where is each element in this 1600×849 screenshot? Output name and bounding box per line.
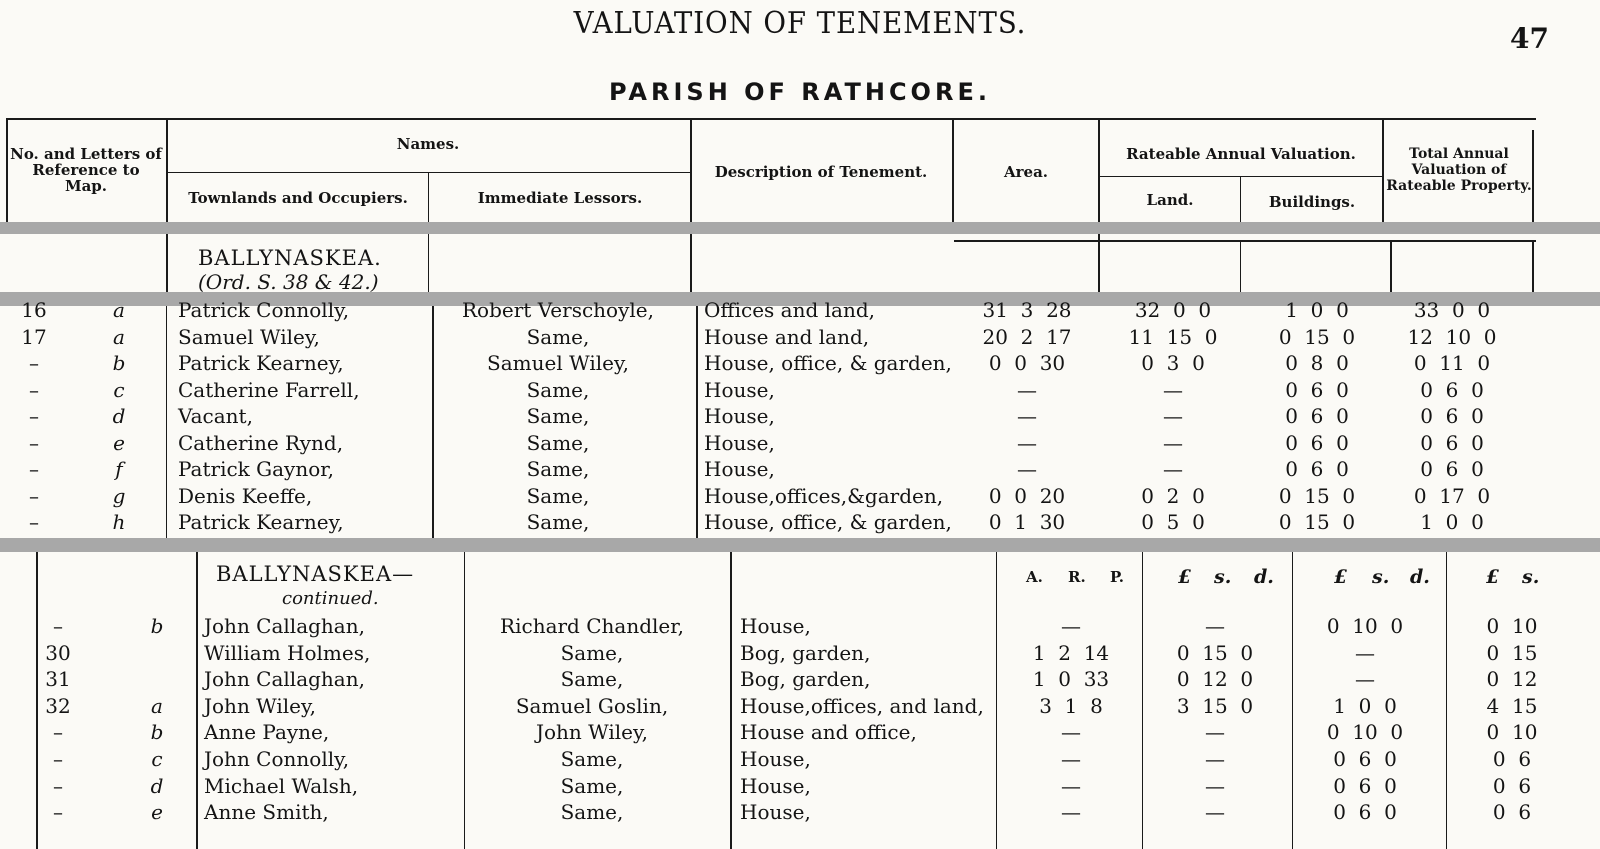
ref-number: 16 bbox=[21, 298, 47, 322]
buildings-value: — bbox=[1355, 667, 1375, 692]
unit-acres: A. bbox=[1026, 568, 1043, 586]
land-value: — bbox=[1205, 800, 1225, 825]
lessor-leader bbox=[712, 800, 718, 820]
tenement-description: House, bbox=[740, 614, 811, 638]
tenement-description: House, bbox=[704, 430, 775, 455]
area-value: — bbox=[1017, 430, 1037, 455]
tenement-description: House, bbox=[704, 404, 775, 428]
header-area: Area. bbox=[1003, 163, 1049, 181]
ref-number: – bbox=[53, 614, 63, 638]
total-value: 0 10 bbox=[1486, 720, 1538, 745]
total-value: 1 0 0 bbox=[1420, 510, 1484, 534]
header-lessors: Immediate Lessors. bbox=[477, 189, 643, 207]
total-value: 0 12 bbox=[1486, 667, 1538, 692]
land-value: 0 5 0 bbox=[1141, 510, 1205, 534]
land-value: — bbox=[1163, 377, 1183, 402]
ref-number: – bbox=[29, 377, 39, 402]
strip-gap bbox=[0, 538, 1600, 552]
ref-letter: b bbox=[150, 614, 164, 638]
lessor-leader bbox=[678, 484, 684, 504]
land-value: — bbox=[1163, 457, 1183, 481]
unit-pounds-land: £ bbox=[1178, 566, 1192, 588]
townland-heading: BALLYNASKEA. bbox=[198, 246, 382, 270]
col-rule bbox=[166, 234, 168, 292]
lessor-name: Same, bbox=[526, 430, 590, 455]
lessor-leader bbox=[678, 351, 684, 371]
land-value: 32 0 0 bbox=[1134, 298, 1212, 322]
tenement-description: House, office, & garden, bbox=[704, 510, 952, 534]
area-value: 0 0 30 bbox=[988, 351, 1066, 375]
ref-number: – bbox=[53, 773, 63, 798]
occupier-leader bbox=[410, 431, 416, 451]
desc-leader bbox=[960, 484, 966, 504]
ref-letter: g bbox=[112, 483, 126, 508]
buildings-value: 0 15 0 bbox=[1278, 483, 1356, 508]
occupier-leader bbox=[436, 800, 442, 820]
area-value: 3 1 8 bbox=[1039, 693, 1103, 718]
section-rule bbox=[954, 240, 1536, 242]
area-value: 1 2 14 bbox=[1032, 640, 1110, 665]
buildings-value: 0 10 0 bbox=[1326, 720, 1404, 745]
ref-number: – bbox=[29, 510, 39, 534]
ref-letter: b bbox=[112, 351, 126, 375]
desc-leader bbox=[960, 378, 966, 398]
occupier-name: Patrick Gaynor, bbox=[178, 457, 334, 481]
lessor-leader bbox=[678, 325, 684, 345]
total-value: 12 10 0 bbox=[1407, 324, 1497, 349]
tenement-description: House, bbox=[740, 773, 811, 798]
col-rule bbox=[464, 552, 465, 849]
buildings-value: 0 6 0 bbox=[1333, 747, 1397, 771]
lessor-name: John Wiley, bbox=[535, 720, 648, 745]
occupier-leader bbox=[436, 694, 442, 714]
ref-number: – bbox=[29, 430, 39, 455]
total-value: 0 6 bbox=[1492, 773, 1532, 798]
area-value: 0 0 20 bbox=[988, 483, 1066, 508]
total-value: 0 6 bbox=[1492, 747, 1532, 771]
occupier-leader bbox=[410, 378, 416, 398]
strip-gap bbox=[0, 222, 1600, 234]
desc-leader bbox=[996, 614, 1002, 634]
lessor-leader bbox=[678, 404, 684, 424]
unit-shillings-land: s. bbox=[1214, 566, 1232, 588]
tenement-description: House and land, bbox=[704, 324, 870, 349]
continued-label: continued. bbox=[282, 588, 379, 609]
ref-letter: d bbox=[112, 404, 126, 428]
occupier-leader bbox=[436, 774, 442, 794]
col-rule bbox=[1098, 234, 1100, 292]
desc-leader bbox=[960, 431, 966, 451]
parish-title: PARISH OF RATHCORE. bbox=[609, 78, 991, 106]
lessor-name: Same, bbox=[560, 667, 624, 692]
desc-leader bbox=[996, 774, 1002, 794]
col-rule bbox=[1446, 552, 1447, 849]
buildings-value: 0 15 0 bbox=[1278, 324, 1356, 349]
occupier-name: Patrick Kearney, bbox=[178, 351, 344, 375]
buildings-value: 0 10 0 bbox=[1326, 614, 1404, 638]
lessor-leader bbox=[678, 298, 684, 318]
lessor-name: Same, bbox=[526, 377, 590, 402]
ref-number: 32 bbox=[45, 693, 71, 718]
tenement-description: House,offices,&garden, bbox=[704, 483, 944, 508]
ref-letter: b bbox=[150, 720, 164, 745]
lessor-leader bbox=[678, 431, 684, 451]
occupier-name: Vacant, bbox=[178, 404, 253, 428]
occupier-leader bbox=[436, 614, 442, 634]
col-rule bbox=[166, 306, 167, 538]
land-value: — bbox=[1205, 773, 1225, 798]
col-rule bbox=[1240, 240, 1241, 292]
desc-leader bbox=[996, 694, 1002, 714]
page-title: VALUATION OF TENEMENTS. bbox=[573, 6, 1027, 41]
unit-perches: P. bbox=[1110, 568, 1125, 586]
occupier-leader bbox=[436, 667, 442, 687]
land-value: — bbox=[1163, 430, 1183, 455]
total-value: 33 0 0 bbox=[1413, 298, 1491, 322]
lessor-name: Samuel Wiley, bbox=[487, 351, 629, 375]
lessor-name: Same, bbox=[560, 800, 624, 825]
buildings-value: 0 15 0 bbox=[1278, 510, 1356, 534]
header-townlands: Townlands and Occupiers. bbox=[188, 189, 408, 207]
col-rule bbox=[196, 552, 198, 849]
unit-pounds-bldg: £ bbox=[1334, 566, 1348, 588]
lessor-leader bbox=[712, 747, 718, 767]
buildings-value: 0 6 0 bbox=[1285, 404, 1349, 428]
desc-leader bbox=[996, 800, 1002, 820]
col-rule bbox=[1532, 130, 1534, 224]
lessor-name: Same, bbox=[560, 640, 624, 665]
tenement-description: Bog, garden, bbox=[740, 667, 871, 692]
col-rule bbox=[696, 306, 698, 538]
col-rule bbox=[1240, 176, 1241, 224]
col-rule bbox=[428, 234, 429, 292]
occupier-name: Michael Walsh, bbox=[204, 773, 359, 798]
land-value: 11 15 0 bbox=[1128, 324, 1218, 349]
total-value: 0 15 bbox=[1486, 640, 1538, 665]
total-value: 0 6 0 bbox=[1420, 377, 1484, 402]
occupier-name: John Callaghan, bbox=[204, 667, 365, 692]
lessor-name: Same, bbox=[526, 404, 590, 428]
buildings-value: 0 8 0 bbox=[1285, 351, 1349, 375]
lessor-name: Samuel Goslin, bbox=[515, 693, 669, 718]
lessor-leader bbox=[678, 510, 684, 530]
area-value: — bbox=[1061, 747, 1081, 771]
lessor-leader bbox=[712, 614, 718, 634]
area-value: 1 0 33 bbox=[1032, 667, 1110, 692]
unit-pence-land: d. bbox=[1254, 566, 1274, 588]
lessor-name: Robert Verschoyle, bbox=[462, 298, 654, 322]
desc-leader bbox=[996, 667, 1002, 687]
header-no-letters: No. and Letters of Reference to Map. bbox=[10, 145, 162, 195]
ref-number: – bbox=[53, 747, 63, 771]
total-value: 0 6 0 bbox=[1420, 404, 1484, 428]
header-buildings: Buildings. bbox=[1268, 193, 1356, 211]
unit-shillings-bldg: s. bbox=[1372, 566, 1390, 588]
occupier-name: John Wiley, bbox=[204, 693, 317, 718]
desc-leader bbox=[960, 457, 966, 477]
ref-number: – bbox=[53, 720, 63, 745]
occupier-name: Anne Payne, bbox=[204, 720, 330, 745]
tenement-description: House, bbox=[704, 377, 775, 402]
ref-letter: e bbox=[113, 430, 125, 455]
header-top-rule bbox=[6, 118, 1536, 120]
area-value: — bbox=[1017, 457, 1037, 481]
lessor-leader bbox=[678, 457, 684, 477]
col-rule bbox=[1292, 552, 1293, 849]
area-value: 20 2 17 bbox=[982, 324, 1072, 349]
ref-number: – bbox=[29, 483, 39, 508]
header-description: Description of Tenement. bbox=[714, 163, 928, 181]
occupier-name: Anne Smith, bbox=[204, 800, 329, 825]
ref-letter: c bbox=[151, 747, 163, 771]
col-rule bbox=[1382, 120, 1384, 224]
buildings-value: — bbox=[1355, 640, 1375, 665]
col-rule bbox=[730, 552, 732, 849]
lessor-name: Same, bbox=[526, 457, 590, 481]
header-names: Names. bbox=[396, 135, 460, 153]
ref-number: – bbox=[29, 404, 39, 428]
lessor-leader bbox=[712, 720, 718, 740]
ref-number: 31 bbox=[45, 667, 71, 692]
occupier-name: John Callaghan, bbox=[204, 614, 365, 638]
land-value: 0 15 0 bbox=[1176, 640, 1254, 665]
occupier-name: Patrick Connolly, bbox=[178, 298, 350, 322]
total-value: 4 15 bbox=[1486, 693, 1538, 718]
occupier-leader bbox=[410, 510, 416, 530]
land-value: 3 15 0 bbox=[1176, 693, 1254, 718]
desc-leader bbox=[960, 298, 966, 318]
total-value: 0 6 0 bbox=[1420, 430, 1484, 455]
area-value: — bbox=[1061, 720, 1081, 745]
desc-leader bbox=[960, 351, 966, 371]
occupier-name: John Connolly, bbox=[204, 747, 350, 771]
occupier-name: William Holmes, bbox=[204, 640, 371, 665]
ref-number: – bbox=[53, 800, 63, 825]
unit-pounds-total: £ bbox=[1486, 566, 1500, 588]
area-value: 31 3 28 bbox=[982, 298, 1072, 322]
ref-letter: a bbox=[113, 324, 125, 349]
buildings-value: 0 6 0 bbox=[1285, 430, 1349, 455]
tenement-description: House and office, bbox=[740, 720, 917, 745]
buildings-value: 1 0 0 bbox=[1285, 298, 1349, 322]
lessor-name: Same, bbox=[560, 747, 624, 771]
unit-roods: R. bbox=[1068, 568, 1086, 586]
lessor-name: Richard Chandler, bbox=[500, 614, 684, 638]
occupier-leader bbox=[410, 298, 416, 318]
tenement-description: House, bbox=[704, 457, 775, 481]
ord-survey-ref: (Ord. S. 38 & 42.) bbox=[198, 270, 379, 294]
buildings-value: 0 6 0 bbox=[1333, 773, 1397, 798]
buildings-value: 1 0 0 bbox=[1333, 693, 1397, 718]
area-value: — bbox=[1061, 773, 1081, 798]
header-rateable: Rateable Annual Valuation. bbox=[1126, 145, 1356, 163]
ref-letter: f bbox=[115, 457, 123, 481]
lessor-leader bbox=[712, 667, 718, 687]
ref-number: 30 bbox=[45, 640, 71, 665]
col-rule bbox=[1532, 240, 1534, 292]
total-value: 0 6 bbox=[1492, 800, 1532, 825]
lessor-leader bbox=[712, 694, 718, 714]
land-value: — bbox=[1205, 720, 1225, 745]
ref-letter: a bbox=[113, 298, 125, 322]
total-value: 0 17 0 bbox=[1413, 483, 1491, 508]
lessor-name: Same, bbox=[560, 773, 624, 798]
occupier-name: Patrick Kearney, bbox=[178, 510, 344, 534]
tenement-description: House, office, & garden, bbox=[704, 351, 952, 375]
ref-number: – bbox=[29, 351, 39, 375]
unit-pence-bldg: d. bbox=[1410, 566, 1430, 588]
col-rule bbox=[1142, 552, 1143, 849]
ref-letter: c bbox=[113, 377, 125, 402]
ref-letter: a bbox=[151, 693, 163, 718]
ref-letter: e bbox=[151, 800, 163, 825]
land-value: — bbox=[1205, 747, 1225, 771]
occupier-name: Catherine Farrell, bbox=[178, 377, 360, 402]
tenement-description: House,offices, and land, bbox=[740, 693, 984, 718]
occupier-name: Denis Keeffe, bbox=[178, 483, 313, 508]
total-value: 0 10 bbox=[1486, 614, 1538, 638]
land-value: — bbox=[1163, 404, 1183, 428]
area-value: — bbox=[1061, 800, 1081, 825]
area-value: — bbox=[1017, 404, 1037, 428]
area-value: — bbox=[1017, 377, 1037, 402]
lessor-leader bbox=[712, 774, 718, 794]
buildings-value: 0 6 0 bbox=[1333, 800, 1397, 825]
lessor-leader bbox=[712, 641, 718, 661]
occupier-name: Samuel Wiley, bbox=[178, 324, 320, 349]
land-value: — bbox=[1205, 614, 1225, 638]
total-value: 0 11 0 bbox=[1413, 351, 1491, 375]
desc-leader bbox=[996, 641, 1002, 661]
occupier-leader bbox=[410, 325, 416, 345]
col-rule bbox=[1390, 240, 1392, 292]
col-rule bbox=[432, 306, 434, 538]
header-land: Land. bbox=[1146, 191, 1194, 209]
names-sub-rule bbox=[168, 172, 690, 173]
header-total: Total Annual Valuation of Rateable Property. bbox=[1386, 146, 1532, 194]
tenement-description: House, bbox=[740, 800, 811, 825]
occupier-leader bbox=[436, 747, 442, 767]
land-value: 0 2 0 bbox=[1141, 483, 1205, 508]
total-value: 0 6 0 bbox=[1420, 457, 1484, 481]
area-value: 0 1 30 bbox=[988, 510, 1066, 534]
occupier-name: Catherine Rynd, bbox=[178, 430, 344, 455]
col-rule bbox=[1098, 120, 1100, 224]
tenement-description: House, bbox=[740, 747, 811, 771]
occupier-leader bbox=[410, 351, 416, 371]
desc-leader bbox=[960, 510, 966, 530]
rateable-sub-rule bbox=[1100, 176, 1382, 177]
desc-leader bbox=[996, 720, 1002, 740]
desc-leader bbox=[996, 747, 1002, 767]
area-value: — bbox=[1061, 614, 1081, 638]
col-rule bbox=[428, 172, 429, 224]
page-number: 47 bbox=[1510, 22, 1549, 55]
lessor-name: Same, bbox=[526, 483, 590, 508]
ref-letter: d bbox=[150, 773, 164, 798]
occupier-leader bbox=[436, 641, 442, 661]
townland-heading-continued: BALLYNASKEA— bbox=[216, 562, 415, 586]
occupier-leader bbox=[410, 404, 416, 424]
buildings-value: 0 6 0 bbox=[1285, 377, 1349, 402]
occupier-leader bbox=[436, 720, 442, 740]
land-value: 0 12 0 bbox=[1176, 667, 1254, 692]
ref-number: 17 bbox=[21, 324, 47, 349]
desc-leader bbox=[960, 404, 966, 424]
occupier-leader bbox=[410, 484, 416, 504]
buildings-value: 0 6 0 bbox=[1285, 457, 1349, 481]
land-value: 0 3 0 bbox=[1141, 351, 1205, 375]
col-rule bbox=[6, 120, 8, 224]
desc-leader bbox=[960, 325, 966, 345]
unit-shillings-total: s. bbox=[1522, 566, 1540, 588]
ref-letter: h bbox=[112, 510, 126, 534]
tenement-description: Offices and land, bbox=[704, 298, 875, 322]
lessor-name: Same, bbox=[526, 324, 590, 349]
col-rule bbox=[690, 234, 692, 292]
tenement-description: Bog, garden, bbox=[740, 640, 871, 665]
lessor-leader bbox=[678, 378, 684, 398]
lessor-name: Same, bbox=[526, 510, 590, 534]
occupier-leader bbox=[410, 457, 416, 477]
ref-number: – bbox=[29, 457, 39, 481]
